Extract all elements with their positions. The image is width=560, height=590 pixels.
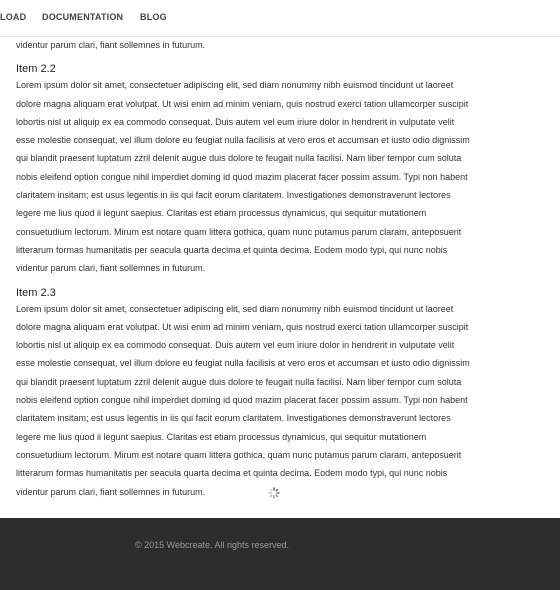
item-text-line: videntur parum clari, fiant sollemnes in futurum. bbox=[16, 263, 206, 274]
item-text-line: claritatem insitam; est usus legentis in iis qui facit eorum claritatem. Investigationes demonstraverunt lectores bbox=[16, 413, 451, 424]
item-text-line: dolore magna aliquam erat volutpat. Ut wisi enim ad minim veniam, quis nostrud exerci tation ullamcorper suscipit bbox=[16, 321, 469, 332]
item-text-line: litterarum formas humanitatis per seacula quarta decima et quinta decima. Eodem modo typi, qui nunc nobis bbox=[16, 468, 448, 479]
nav-link-documentation[interactable]: DOCUMENTATION bbox=[42, 12, 124, 22]
item-text-line: qui blandit praesent luptatum zzril delenit augue duis dolore te feugait nulla facilisi. Nam liber tempor cum soluta bbox=[16, 376, 462, 387]
page-footer bbox=[0, 518, 560, 590]
item-text-line: Lorem ipsum dolor sit amet, consectetuer adipiscing elit, sed diam nonummy nibh euismod tincidunt ut laoreet bbox=[16, 303, 454, 314]
nav-link-blog[interactable]: BLOG bbox=[140, 12, 167, 22]
item-text-line: esse molestie consequat, vel illum dolore eu feugiat nulla facilisis at vero eros et accumsan et iusto odio dignissim bbox=[16, 358, 470, 369]
item-text-line: consuetudium lectorum. Mirum est notare quam littera gothica, quam nunc putamus parum claram, anteposuerit bbox=[16, 449, 462, 460]
item-text-line: videntur parum clari, fiant sollemnes in futurum. bbox=[16, 486, 206, 497]
item-text-line: lobortis nisl ut aliquip ex ea commodo consequat. Duis autem vel eum iriure dolor in hendrerit in vulputate velit bbox=[16, 116, 455, 127]
nav-link-load[interactable]: LOAD bbox=[0, 12, 27, 22]
item-text-line: nobis eleifend option congue nihil imperdiet doming id quod mazim placerat facer possim assum. Typi non habent bbox=[16, 395, 468, 406]
item-text-line: Lorem ipsum dolor sit amet, consectetuer adipiscing elit, sed diam nonummy nibh euismod tincidunt ut laoreet bbox=[16, 80, 454, 91]
main-content bbox=[16, 36, 546, 501]
item-text-line: esse molestie consequat, vel illum dolore eu feugiat nulla facilisis at vero eros et accumsan et iusto odio dignissim bbox=[16, 135, 470, 146]
item-text-line: lobortis nisl ut aliquip ex ea commodo consequat. Duis autem vel eum iriure dolor in hendrerit in vulputate velit bbox=[16, 340, 455, 351]
top-navbar bbox=[0, 0, 560, 37]
item-text-line: consuetudium lectorum. Mirum est notare quam littera gothica, quam nunc putamus parum claram, anteposuerit bbox=[16, 226, 462, 237]
item-text-line: qui blandit praesent luptatum zzril delenit augue duis dolore te feugait nulla facilisi. Nam liber tempor cum soluta bbox=[16, 153, 462, 164]
item-2-2 bbox=[16, 62, 546, 277]
item-text-line: dolore magna aliquam erat volutpat. Ut wisi enim ad minim veniam, quis nostrud exerci tation ullamcorper suscipit bbox=[16, 98, 469, 109]
item-text-line: litterarum formas humanitatis per seacula quarta decima et quinta decima. Eodem modo typi, qui nunc nobis bbox=[16, 244, 448, 255]
item-2-3 bbox=[16, 286, 546, 501]
item-text-line: legere me lius quod ii legunt saepius. Claritas est etiam processus dynamicus, qui sequitur mutationem bbox=[16, 208, 427, 219]
item-text-line: nobis eleifend option congue nihil imperdiet doming id quod mazim placerat facer possim assum. Typi non habent bbox=[16, 171, 468, 182]
item-text-line: claritatem insitam; est usus legentis in iis qui facit eorum claritatem. Investigationes demonstraverunt lectores bbox=[16, 190, 451, 201]
item-title: Item 2.3 bbox=[16, 286, 56, 299]
loading-spinner-icon bbox=[268, 487, 280, 499]
previous-item-tail: videntur parum clari, fiant sollemnes in futurum. bbox=[16, 40, 206, 50]
item-text-line: legere me lius quod ii legunt saepius. Claritas est etiam processus dynamicus, qui sequitur mutationem bbox=[16, 431, 427, 442]
item-title: Item 2.2 bbox=[16, 63, 56, 76]
footer-copyright: © 2015 Webcreate. All rights reserved. bbox=[135, 540, 290, 550]
item-body bbox=[16, 76, 546, 277]
item-body bbox=[16, 300, 546, 501]
